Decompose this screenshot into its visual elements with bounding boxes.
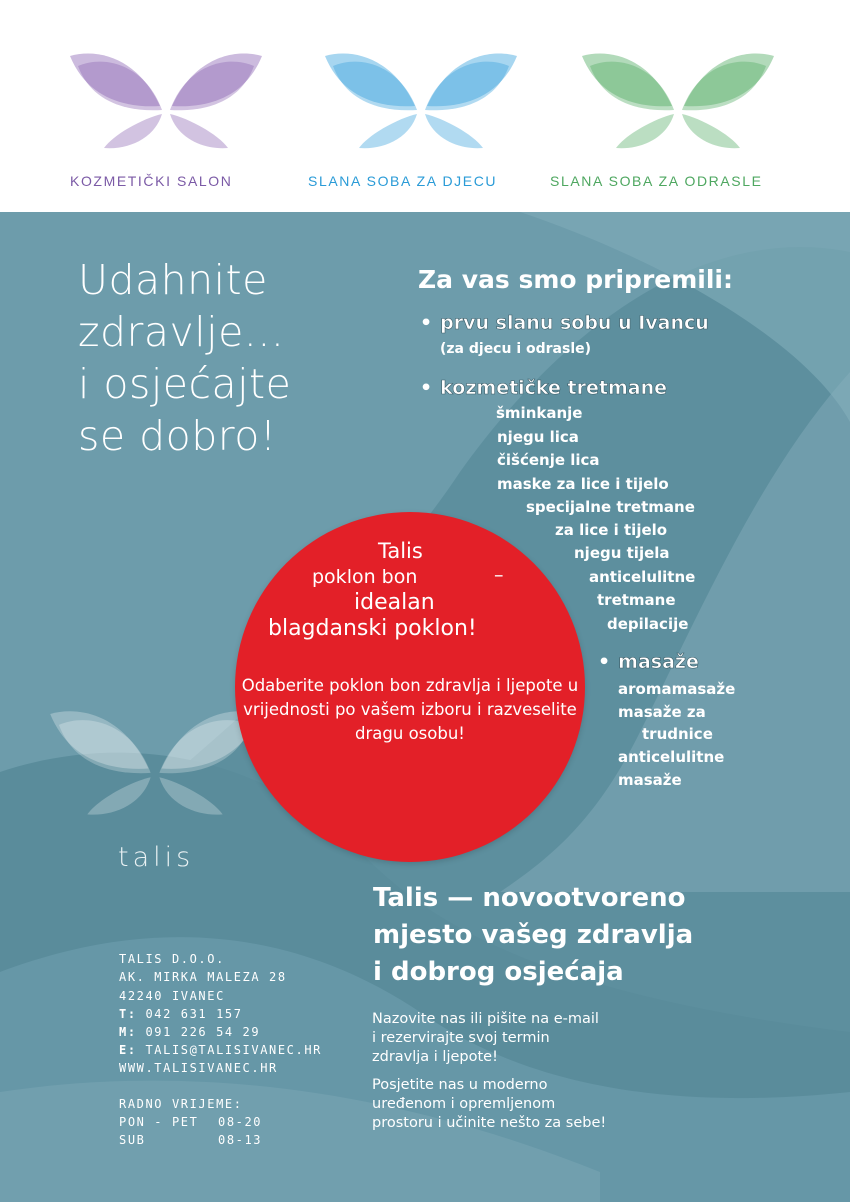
- contact-phone-label: T:: [119, 1007, 137, 1021]
- bottom-title-line: mjesto vašeg zdravlja: [373, 920, 694, 950]
- contact-city: 42240 IVANEC: [119, 989, 225, 1003]
- hours-weekday-days: PON - PET: [119, 1115, 199, 1129]
- hours-saturday-days: SUB: [119, 1133, 146, 1147]
- cosmetic-item: za lice i tijelo: [555, 521, 668, 539]
- headline-line-1: Udahnite: [78, 256, 268, 304]
- contact-street: AK. MIRKA MALEZA 28: [119, 970, 287, 984]
- massage-item: aromamasaže: [618, 680, 736, 698]
- contact-email-value[interactable]: TALIS@TALISIVANEC.HR: [145, 1043, 322, 1057]
- cosmetic-item: maske za lice i tijelo: [497, 475, 669, 493]
- contact-mobile-value[interactable]: 091 226 54 29: [145, 1025, 261, 1039]
- gift-title-3: idealan: [354, 590, 435, 615]
- cosmetic-item: depilacije: [607, 615, 689, 633]
- massage-item: masaže: [618, 771, 682, 789]
- logo-label-salon: KOZMETIČKI SALON: [70, 173, 233, 189]
- offer-title: Za vas smo pripremili:: [418, 265, 733, 294]
- contact-email: [119, 1041, 322, 1059]
- hours-weekday: [119, 1113, 263, 1131]
- header: [0, 0, 850, 212]
- offer-salt-room: • prvu slanu sobu u Ivancu: [420, 312, 709, 334]
- bottom-title-line: Talis — novootvoreno: [373, 883, 686, 913]
- offer-salt-room-note: (za djecu i odrasle): [440, 341, 592, 357]
- offer-cosmetic: • kozmetičke tretmane: [420, 377, 667, 399]
- headline-line-4: se dobro!: [78, 412, 277, 460]
- main-panel: [0, 212, 850, 1202]
- gift-dash: –: [494, 564, 504, 586]
- cosmetic-item: specijalne tretmane: [526, 498, 695, 516]
- logo-label-adults: SLANA SOBA ZA ODRASLE: [550, 173, 763, 189]
- butterfly-purple-icon: [68, 48, 264, 152]
- gift-body: Odaberite poklon bon zdravlja i ljepote u vrijednosti po vašem izboru i razveselite dragu osobu!: [241, 676, 579, 743]
- cosmetic-item: čišćenje lica: [497, 451, 600, 469]
- contact-phone-value[interactable]: 042 631 157: [145, 1007, 243, 1021]
- massage-item: anticelulitne: [618, 748, 725, 766]
- contact-mobile-label: M:: [119, 1025, 137, 1039]
- butterfly-white-icon: [48, 702, 262, 822]
- hours-weekday-time: 08-20: [218, 1115, 263, 1129]
- logo-label-children: SLANA SOBA ZA DJECU: [308, 173, 498, 189]
- bottom-paragraph-2: Posjetite nas u moderno uređenom i opremljenom prostoru i učinite nešto za sebe!: [372, 1077, 607, 1131]
- bottom-paragraph-1: Nazovite nas ili pišite na e-mail i rezervirajte svoj termin zdravlja i ljepote!: [372, 1011, 599, 1065]
- cosmetic-item: njegu tijela: [574, 544, 670, 562]
- cosmetic-item: njegu lica: [497, 428, 579, 446]
- butterfly-blue-icon: [323, 48, 519, 152]
- cosmetic-item: anticelulitne: [589, 568, 696, 586]
- hours-saturday: [119, 1131, 263, 1149]
- contact-email-label: E:: [119, 1043, 137, 1057]
- cosmetic-item: šminkanje: [496, 404, 583, 422]
- bottom-title: [373, 880, 693, 991]
- gift-title-1: Talis: [378, 539, 423, 563]
- bottom-title-line: i dobrog osjećaja: [373, 957, 624, 987]
- hours-saturday-time: 08-13: [218, 1133, 263, 1147]
- headline-line-2: zdravlje...: [78, 308, 285, 356]
- butterfly-green-icon: [580, 48, 776, 152]
- contact-company: TALIS D.O.O.: [119, 952, 225, 966]
- massage-item: masaže za: [618, 703, 706, 721]
- gift-title-2: poklon bon: [312, 566, 418, 588]
- cosmetic-item: tretmane: [597, 591, 676, 609]
- contact-phone: [119, 1005, 243, 1023]
- contact-mobile: [119, 1023, 260, 1041]
- massage-item: trudnice: [642, 725, 713, 743]
- gift-title-4: blagdanski poklon!: [268, 616, 477, 641]
- headline-line-3: i osjećajte: [78, 360, 292, 408]
- headline: [78, 254, 291, 462]
- hours-label: RADNO VRIJEME:: [119, 1097, 243, 1111]
- contact-website[interactable]: WWW.TALISIVANEC.HR: [119, 1061, 278, 1075]
- offer-massage: • masaže: [598, 651, 699, 673]
- brand-wordmark: talis: [118, 842, 195, 873]
